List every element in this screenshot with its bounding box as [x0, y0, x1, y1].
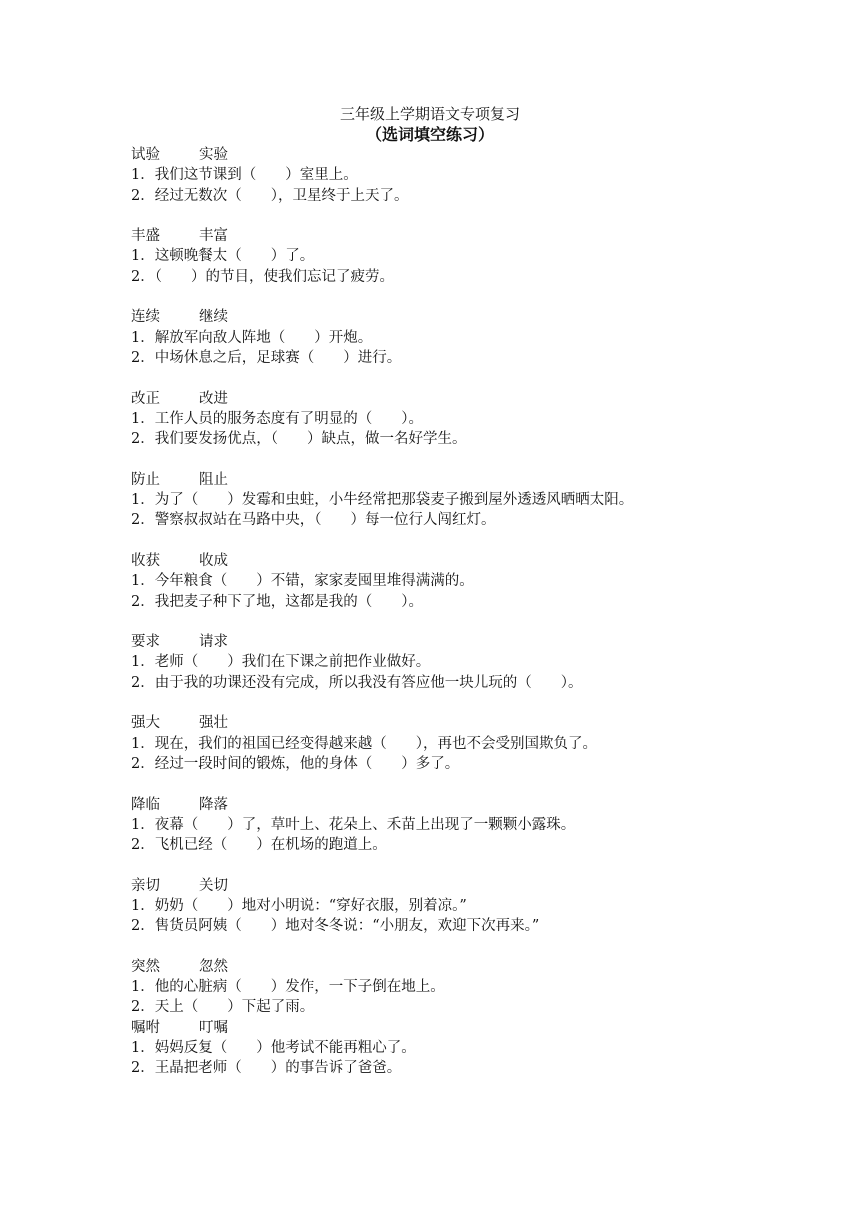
group-spacer: [131, 368, 751, 388]
word-pair: [131, 632, 751, 652]
word-pair: [131, 389, 751, 409]
exercise-group: [131, 876, 751, 937]
fill-blank-sentence: 2．警察叔叔站在马路中央，（ ）每一位行人闯红灯。: [131, 512, 496, 529]
word-option: 忽然: [199, 958, 228, 975]
word-option: 改正: [131, 390, 160, 407]
word-option: 强大: [131, 715, 160, 732]
word-pair: [131, 795, 751, 815]
group-spacer: [131, 531, 751, 551]
exercise-group: [131, 957, 751, 1018]
word-pair: [131, 713, 751, 733]
word-option: 改进: [199, 390, 228, 407]
word-option: 强壮: [199, 715, 228, 732]
word-pair: [131, 876, 751, 896]
fill-blank-sentence: 1．今年粮食（ ）不错，家家麦囤里堆得满满的。: [131, 573, 474, 590]
word-option: 防止: [131, 471, 160, 488]
fill-blank-sentence: 1．为了（ ）发霉和虫蛀，小牛经常把那袋麦子搬到屋外透透风晒晒太阳。: [131, 492, 634, 509]
word-pair: [131, 1018, 751, 1038]
fill-blank-sentence: 2．中场休息之后，足球赛（ ）进行。: [131, 349, 402, 366]
fill-blank-sentence: 1．我们这节课到（ ）室里上。: [131, 167, 358, 184]
word-pair: [131, 551, 751, 571]
word-option: 继续: [199, 309, 228, 326]
exercise-group: [131, 145, 751, 206]
fill-blank-sentence: 2．王晶把老师（ ）的事告诉了爸爸。: [131, 1060, 402, 1077]
fill-blank-sentence: 1．老师（ ）我们在下课之前把作业做好。: [131, 654, 431, 671]
word-option: 要求: [131, 634, 160, 651]
word-pair: [131, 226, 751, 246]
word-option: 丰盛: [131, 228, 160, 245]
group-spacer: [131, 449, 751, 469]
word-option: 突然: [131, 958, 160, 975]
fill-blank-sentence: 2．由于我的功课还没有完成，所以我没有答应他一块儿玩的（ ）。: [131, 674, 583, 691]
page-title: 三年级上学期语文专项复习: [339, 105, 520, 123]
word-option: 试验: [131, 147, 160, 163]
fill-blank-sentence: 2．（ ）的节目，使我们忘记了疲劳。: [131, 268, 394, 285]
fill-blank-sentence: 2．我把麦子种下了地，这都是我的（ ）。: [131, 593, 423, 610]
word-option: 连续: [131, 309, 160, 326]
word-option: 关切: [199, 877, 228, 894]
exercise-group: [131, 632, 751, 693]
group-spacer: [131, 612, 751, 632]
fill-blank-sentence: 1．这顿晚餐太（ ）了。: [131, 248, 315, 265]
group-spacer: [131, 937, 751, 957]
exercise-group: [131, 1018, 751, 1079]
fill-blank-sentence: 1．解放军向敌人阵地（ ）开炮。: [131, 329, 373, 346]
word-option: 收获: [131, 552, 160, 569]
fill-blank-sentence: 2．经过一段时间的锻炼，他的身体（ ）多了。: [131, 755, 460, 772]
word-option: 降临: [131, 796, 160, 813]
word-option: 请求: [199, 634, 228, 651]
exercise-group: [131, 795, 751, 856]
fill-blank-sentence: 1．夜幕（ ）了，草叶上、花朵上、禾苗上出现了一颗颗小露珠。: [131, 816, 576, 833]
page-subtitle: （选词填空练习）: [365, 125, 494, 144]
fill-blank-sentence: 1．奶奶（ ）地对小明说：“穿好衣服，别着凉。”: [131, 897, 467, 914]
word-pair: [131, 470, 751, 490]
word-pair: [131, 957, 751, 977]
fill-blank-sentence: 2．经过无数次（ ），卫星终于上天了。: [131, 187, 409, 204]
fill-blank-sentence: 2．飞机已经（ ）在机场的跑道上。: [131, 837, 387, 854]
group-spacer: [131, 206, 751, 226]
fill-blank-sentence: 1．他的心脏病（ ）发作，一下子倒在地上。: [131, 979, 445, 996]
group-spacer: [131, 693, 751, 713]
fill-blank-sentence: 2．我们要发扬优点，（ ）缺点，做一名好学生。: [131, 431, 467, 448]
word-option: 实验: [199, 147, 228, 163]
word-option: 降落: [199, 796, 228, 813]
word-option: 收成: [199, 552, 228, 569]
word-pair: [131, 145, 751, 165]
exercise-group: [131, 389, 751, 450]
word-option: 阻止: [199, 471, 228, 488]
group-spacer: [131, 287, 751, 307]
exercise-group: [131, 226, 751, 287]
exercise-group: [131, 551, 751, 612]
word-option: 亲切: [131, 877, 160, 894]
fill-blank-sentence: 1．妈妈反复（ ）他考试不能再粗心了。: [131, 1040, 416, 1057]
word-option: 丰富: [199, 228, 228, 245]
fill-blank-sentence: 2．天上（ ）下起了雨。: [131, 999, 315, 1016]
group-spacer: [131, 774, 751, 794]
fill-blank-sentence: 2．售货员阿姨（ ）地对冬冬说：“小朋友，欢迎下次再来。”: [131, 918, 540, 935]
word-pair: [131, 307, 751, 327]
fill-blank-sentence: 1．工作人员的服务态度有了明显的（ ）。: [131, 410, 423, 427]
exercise-group: [131, 307, 751, 368]
exercise-group: [131, 713, 751, 774]
fill-blank-sentence: 1．现在，我们的祖国已经变得越来越（ ），再也不会受别国欺负了。: [131, 735, 597, 752]
word-option: 叮嘱: [199, 1019, 228, 1036]
exercise-list: [131, 145, 751, 1079]
exercise-group: [131, 470, 751, 531]
group-spacer: [131, 855, 751, 875]
word-option: 嘱咐: [131, 1019, 160, 1036]
